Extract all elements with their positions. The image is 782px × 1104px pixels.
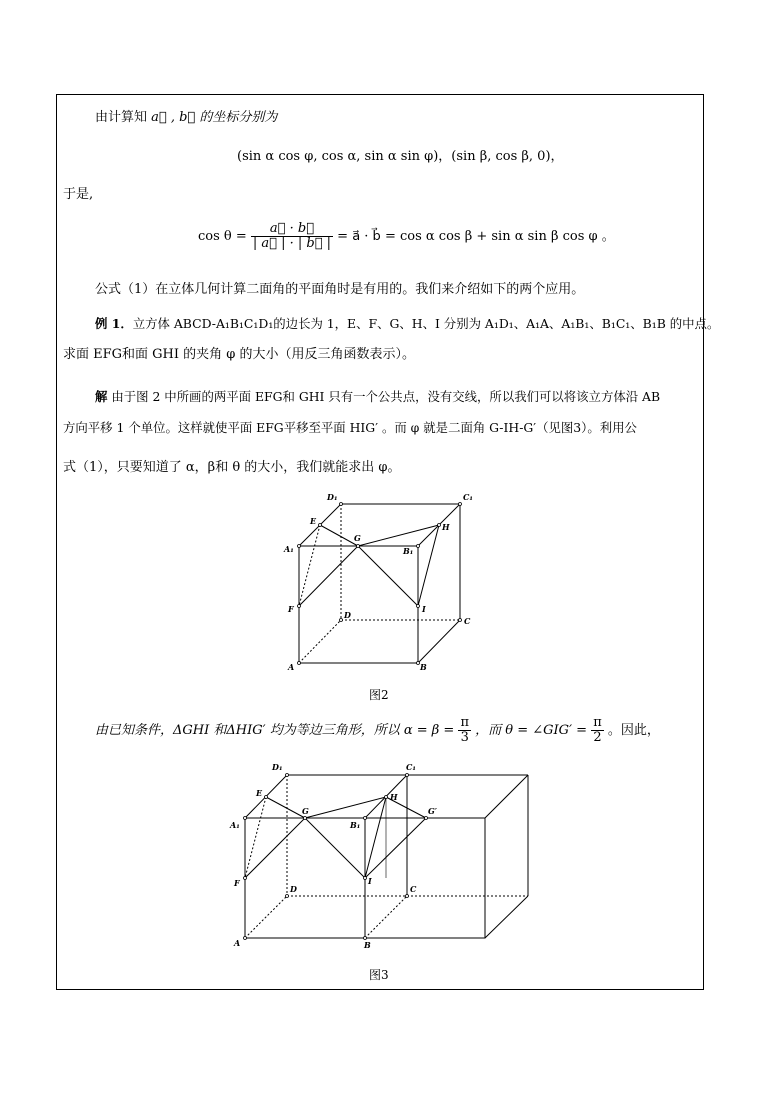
- conditions-text-c: 。因此，: [607, 723, 660, 738]
- fig2-label-f: F: [288, 604, 294, 614]
- example-line-1: [95, 316, 719, 332]
- example-label: 例 1．: [95, 316, 133, 331]
- cos-formula: [198, 222, 615, 251]
- pi2-denominator: 2: [593, 730, 602, 745]
- fig3-label-d1: D₁: [272, 762, 283, 772]
- vectors-text: a⃗ , b⃗ 的坐标分别为: [151, 110, 278, 125]
- fig3-edge-gh: [305, 797, 386, 818]
- fig3-label-a: A: [234, 938, 241, 948]
- fig3-label-f: F: [234, 878, 240, 888]
- solution-label: 解: [95, 389, 108, 404]
- fig2-label-h: H: [442, 522, 450, 532]
- example-line-2: 求面 EFG和面 GHI 的夹角 φ 的大小（用反三角函数表示）。: [63, 347, 416, 362]
- fig3-label-c: C: [410, 884, 417, 894]
- fig2-edge-ef: [299, 525, 320, 606]
- fig2-label-c1: C₁: [463, 492, 473, 502]
- pi-over-2: [591, 716, 604, 745]
- fig2-label-c: C: [464, 616, 471, 626]
- fig3-label-g: G: [302, 806, 309, 816]
- formula-lhs: cos θ =: [198, 229, 247, 244]
- solution-text-1: 由于图 2 中所画的两平面 EFG和 GHI 只有一个公共点，没有交线，所以我们可以将该立方体沿 AB: [111, 389, 661, 404]
- solution-line-3: 式（1），只要知道了 α，β和 θ 的大小，我们就能求出 φ。: [63, 460, 401, 475]
- example-text-1: 立方体 ABCD-A₁B₁C₁D₁的边长为 1，E、F、G、H、I 分别为 A₁D₁、A₁A、A₁B₁、B₁C₁、B₁B 的中点。: [132, 316, 720, 331]
- fig3-edge-top-right: [485, 775, 528, 818]
- intro-line: [95, 110, 277, 126]
- fig2-edge-hi: [418, 525, 439, 606]
- formula-note: 公式（1）在立体几何计算二面角的平面角时是有用的。我们来介绍如下的两个应用。: [95, 282, 585, 297]
- fig2-label-b: B: [420, 662, 427, 672]
- fig2-front-face: [299, 546, 418, 663]
- fig3-edge-hi: [365, 797, 386, 878]
- fig3-label-d: D: [290, 884, 297, 894]
- fig3-label-a1: A₁: [230, 820, 240, 830]
- fig2-edge-eg: [320, 525, 358, 546]
- conditions-text-a: 由已知条件，ΔGHI 和ΔHIG′ 均为等边三角形，所以 α = β =: [95, 723, 455, 738]
- pi-over-3: [458, 716, 471, 745]
- fig3-edge-bc: [365, 896, 407, 938]
- coords-line: (sin α cos φ, cos α, sin α sin φ)，(sin β, cos β, 0)，: [237, 149, 564, 164]
- fig3-edge-bottom-right: [485, 896, 528, 938]
- fig2-edge-ad: [299, 620, 341, 663]
- fig3-edge-eg: [266, 797, 305, 818]
- fig2-label-a: A: [288, 662, 295, 672]
- fig3-label-h: H: [390, 792, 398, 802]
- fig3-label-e: E: [256, 788, 263, 798]
- fig3-edge-ef: [245, 797, 266, 878]
- fig2-label-d1: D₁: [327, 492, 338, 502]
- figure-2: [280, 488, 480, 678]
- fig2-label-a1: A₁: [284, 544, 294, 554]
- formula-rhs: = a⃗ · b⃗ = cos α cos β + sin α sin β cos φ 。: [337, 229, 615, 244]
- pi3-numerator: π: [460, 715, 470, 730]
- formula-numerator: a⃗ · b⃗: [251, 222, 333, 237]
- pi2-numerator: π: [593, 715, 602, 730]
- fig3-edge-igp: [365, 818, 426, 878]
- fig3-label-b1: B₁: [350, 820, 361, 830]
- solution-line-2: 方向平移 1 个单位。这样就使平面 EFG平移至平面 HIG′ 。而 φ 就是二面角 G-IH-G′（见图3）。利用公: [63, 420, 637, 435]
- therefore-line: 于是,: [63, 187, 94, 202]
- fig2-edge-gh: [358, 525, 439, 546]
- fig2-label-d: D: [344, 610, 351, 620]
- fig3-label-gprime: G′: [428, 806, 437, 816]
- fig2-label-g: G: [354, 533, 361, 543]
- fig2-label-e: E: [310, 516, 317, 526]
- fig3-edge-ad: [245, 896, 287, 938]
- fig3-edge-fg: [245, 818, 305, 878]
- pi3-denominator: 3: [460, 730, 469, 745]
- formula-denominator: | a⃗ | · | b⃗ |: [252, 236, 332, 251]
- fig2-caption: 图2: [369, 688, 389, 702]
- solution-line-1: [95, 389, 660, 405]
- formula-fraction: [251, 222, 333, 251]
- conditions-line: [95, 716, 660, 745]
- conditions-text-b: ，而 θ = ∠GIG′ =: [475, 723, 588, 738]
- fig3-caption: 图3: [369, 968, 389, 982]
- fig2-label-i: I: [422, 604, 426, 614]
- fig2-edge-bc: [418, 620, 460, 663]
- fig3-label-i: I: [368, 876, 372, 886]
- fig3-label-c1: C₁: [406, 762, 416, 772]
- figure-3: [225, 756, 537, 952]
- fig2-label-b1: B₁: [403, 546, 414, 556]
- fig2-edge-fg: [299, 546, 358, 606]
- intro-text: 由计算知: [95, 110, 148, 125]
- fig3-label-b: B: [364, 940, 371, 950]
